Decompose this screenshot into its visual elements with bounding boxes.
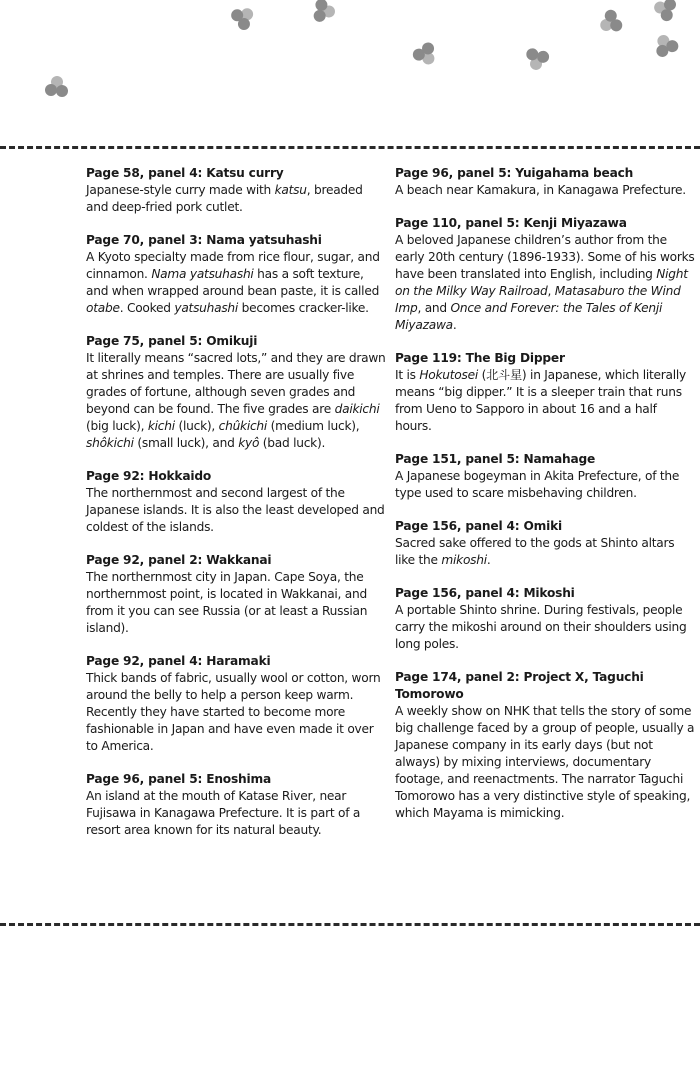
entry-heading: Page 58, panel 4: Katsu curry	[86, 166, 284, 180]
clover-icon	[652, 0, 682, 23]
entry-description: A beloved Japanese children’s author from the early 20th century (1896-1933). Some of his works have been translated into English, including Night on the Milky Way Railroad, Matasaburo the Wind Imp, and Once and Forever: the Tales of Kenji Miyazawa.	[395, 233, 695, 332]
entry-description: A Japanese bogeyman in Akita Prefecture, of the type used to scare misbehaving children.	[395, 469, 680, 500]
glossary-entry	[395, 215, 695, 334]
entry-heading: Page 96, panel 5: Enoshima	[86, 772, 272, 786]
entry-description: The northernmost city in Japan. Cape Soya, the northernmost point, is located in Wakkanai, and from it you can see Russia (or at least a Russian island).	[86, 570, 368, 635]
entry-description: A beach near Kamakura, in Kanagawa Prefecture.	[395, 183, 686, 197]
italic-term: kyô	[238, 436, 260, 450]
entry-heading: Page 92: Hokkaido	[86, 469, 212, 483]
entry-heading: Page 156, panel 4: Omiki	[395, 519, 563, 533]
glossary-entry	[86, 232, 386, 317]
glossary-entry	[86, 771, 386, 839]
glossary-entry	[395, 350, 695, 435]
glossary-left-column	[86, 165, 386, 855]
italic-term: yatsuhashi	[174, 301, 239, 315]
entry-heading: Page 119: The Big Dipper	[395, 351, 565, 365]
glossary-entry	[86, 653, 386, 755]
entry-heading: Page 156, panel 4: Mikoshi	[395, 586, 575, 600]
top-dashed-divider	[0, 146, 700, 149]
italic-term: mikoshi	[441, 553, 487, 567]
entry-heading: Page 96, panel 5: Yuigahama beach	[395, 166, 634, 180]
glossary-entry	[86, 333, 386, 452]
entry-description: The northernmost and second largest of the Japanese islands. It is also the least developed and coldest of the islands.	[86, 486, 385, 534]
entry-description: A portable Shinto shrine. During festivals, people carry the mikoshi around on their shoulders using long poles.	[395, 603, 687, 651]
italic-term: Night on the Milky Way Railroad	[395, 267, 688, 298]
glossary-entry	[395, 669, 695, 822]
italic-term: katsu	[274, 183, 307, 197]
italic-term: kichi	[147, 419, 175, 433]
entry-description: It literally means “sacred lots,” and they are drawn at shrines and temples. There are usually five grades of fortune, although seven grades and beyond can be found. The five grades are daikichi (big luck), kichi (luck), chûkichi (medium luck), shôkichi (small luck), and kyô (bad luck).	[86, 351, 386, 450]
entry-description: A weekly show on NHK that tells the story of some big challenge faced by a group of people, usually a Japanese company in its early days (but not always) by mixing interviews, documentary footage, and reenactments. The narrator Taguchi Tomorowo has a very distinctive style of speaking, which Mayama is mimicking.	[395, 704, 695, 820]
bottom-dashed-divider	[0, 923, 700, 926]
entry-description: It is Hokutosei (北斗星) in Japanese, which literally means “big dipper.” It is a sleeper train that runs from Ueno to Sapporo in about 16 and a half hours.	[395, 368, 687, 433]
glossary-entry	[395, 165, 695, 199]
clover-icon	[224, 1, 259, 36]
italic-term: Matasaburo the Wind Imp	[395, 284, 681, 315]
entry-heading: Page 174, panel 2: Project X, Taguchi Tomorowo	[395, 670, 644, 701]
italic-term: Once and Forever: the Tales of Kenji Miyazawa	[395, 301, 663, 332]
italic-term: Hokutosei	[419, 368, 478, 382]
entry-heading: Page 151, panel 5: Namahage	[395, 452, 596, 466]
glossary-entry	[395, 585, 695, 653]
glossary-entry	[395, 451, 695, 502]
italic-term: chûkichi	[218, 419, 268, 433]
entry-heading: Page 70, panel 3: Nama yatsuhashi	[86, 233, 322, 247]
entry-description: Sacred sake offered to the gods at Shinto altars like the mikoshi.	[395, 536, 675, 567]
glossary-entry	[86, 552, 386, 637]
entry-heading: Page 110, panel 5: Kenji Miyazawa	[395, 216, 627, 230]
clover-icon	[406, 35, 441, 70]
glossary-entry	[86, 165, 386, 216]
entry-description: A Kyoto specialty made from rice flour, sugar, and cinnamon. Nama yatsuhashi has a soft texture, and when wrapped around bean paste, it is called otabe. Cooked yatsuhashi becomes cracker-like.	[86, 250, 380, 315]
entry-description: Thick bands of fabric, usually wool or cotton, worn around the belly to help a person keep warm. Recently they have started to become more fashionable in Japan and have even made it over to America.	[86, 671, 381, 753]
entry-description: An island at the mouth of Katase River, near Fujisawa in Kanagawa Prefecture. It is part of a resort area known for its natural beauty.	[86, 789, 361, 837]
glossary-entry	[395, 518, 695, 569]
entry-heading: Page 92, panel 4: Haramaki	[86, 654, 271, 668]
clover-icon	[45, 76, 69, 102]
clover-icon	[308, 0, 336, 24]
entry-description: Japanese-style curry made with katsu, breaded and deep-fried pork cutlet.	[86, 183, 363, 214]
glossary-entry	[86, 468, 386, 536]
italic-term: shôkichi	[86, 436, 134, 450]
italic-term: Nama yatsuhashi	[151, 267, 254, 281]
clover-icon	[594, 4, 629, 39]
italic-term: otabe	[86, 301, 120, 315]
clover-icon	[523, 42, 550, 71]
italic-term: daikichi	[334, 402, 380, 416]
entry-heading: Page 75, panel 5: Omikuji	[86, 334, 258, 348]
clover-icon	[650, 30, 684, 65]
glossary-right-column	[395, 165, 695, 838]
entry-heading: Page 92, panel 2: Wakkanai	[86, 553, 272, 567]
